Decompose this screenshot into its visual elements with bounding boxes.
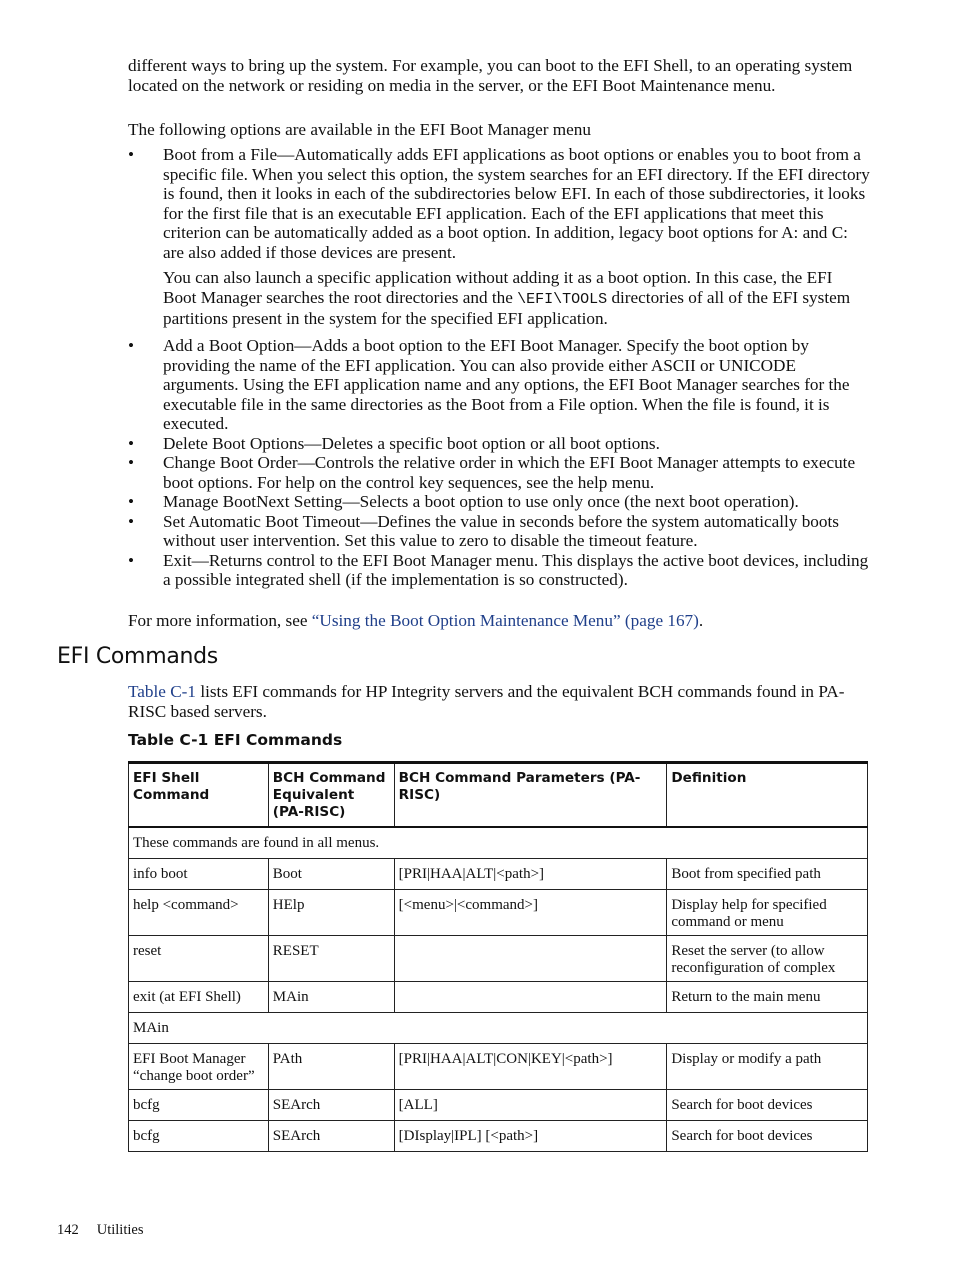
- table-cell: RESET: [268, 936, 394, 982]
- table-cell: bcfg: [129, 1121, 269, 1152]
- table-row: [129, 1121, 868, 1152]
- bullet-glyph: •: [128, 492, 135, 511]
- efi-commands-table: [128, 761, 868, 1152]
- list-item: [128, 492, 870, 512]
- more-info-paragraph: For more information, see “Using the Boot Option Maintenance Menu” (page 167).: [128, 611, 704, 630]
- table-cell: Boot: [268, 859, 394, 890]
- boot-options-list: [128, 145, 870, 329]
- table-row: [129, 1044, 868, 1090]
- table-row: [129, 890, 868, 936]
- table-group-row: [129, 827, 868, 859]
- list-item: [128, 512, 870, 551]
- bullet-glyph: •: [128, 453, 135, 472]
- list-item: [128, 453, 870, 492]
- table-group-row: [129, 1013, 868, 1044]
- table-cell: [394, 982, 667, 1013]
- boot-options-list-continued: [128, 336, 870, 590]
- table-cell: Search for boot devices: [667, 1121, 868, 1152]
- boot-option-maintenance-link[interactable]: “Using the Boot Option Maintenance Menu” (page 167): [311, 611, 699, 630]
- list-item-text: Add a Boot Option—Adds a boot option to the EFI Boot Manager. Specify the boot option by providing the name of the EFI application. You can also provide either ASCII or UNICODE arguments. Using the EFI application name and any options, the EFI Boot Manager searches for the executable file in the same directories as the Boot from a File option. When the file is found, it is executed.: [163, 336, 850, 433]
- table-row: [129, 936, 868, 982]
- table-cell: Reset the server (to allow reconfiguration of complex: [667, 936, 868, 982]
- table-cell: [394, 936, 667, 982]
- page-footer: [57, 1222, 143, 1239]
- table-cell: PAth: [268, 1044, 394, 1090]
- bullet-glyph: •: [128, 145, 135, 164]
- column-header: EFI Shell Command: [129, 763, 269, 828]
- table-row: [129, 1090, 868, 1121]
- page-number: 142: [57, 1222, 79, 1238]
- table-cell: Return to the main menu: [667, 982, 868, 1013]
- table-row: [129, 982, 868, 1013]
- list-item-text: Set Automatic Boot Timeout—Defines the value in seconds before the system automatically boots without user intervention. Set this value to zero to disable the timeout feature.: [163, 511, 839, 550]
- section-paragraph: Table C-1 lists EFI commands for HP Integrity servers and the equivalent BCH commands found in PA-RISC based servers.: [128, 682, 845, 721]
- column-header: Definition: [667, 763, 868, 828]
- table-cell: HElp: [268, 890, 394, 936]
- list-item-subparagraph: You can also launch a specific application without adding it as a boot option. In this case, the EFI Boot Manager searches the root directories and the \EFI\TOOLS directories of all of the EFI system partitions present in the system for the specified EFI application.: [163, 268, 851, 328]
- footer-section: Utilities: [96, 1222, 144, 1238]
- table-cell: Display or modify a path: [667, 1044, 868, 1090]
- list-item-text: Boot from a File—Automatically adds EFI applications as boot options or enables you to boot from a specific file. When you select this option, the system searches for an EFI directory. If the EFI directory is found, then it looks in each of the subdirectories below EFI. In each of those subdirectories, it looks for the first file that is an executable EFI application. Each of the EFI applications that meet this criterion can be automatically added as a boot option. In addition, legacy boot options for A: and C: are also added if those devices are present.: [163, 145, 870, 262]
- bullet-glyph: •: [128, 433, 135, 453]
- table-caption: Table C-1 EFI Commands: [128, 731, 343, 749]
- list-item: [128, 551, 870, 590]
- table-cell: reset: [129, 936, 269, 982]
- table-cell: SEArch: [268, 1090, 394, 1121]
- table-cell: Display help for specified command or menu: [667, 890, 868, 936]
- table-cell: Search for boot devices: [667, 1090, 868, 1121]
- table-header-row: [129, 763, 868, 828]
- column-header: BCH Command Parameters (PA-RISC): [394, 763, 667, 828]
- code-path: \EFI\TOOLS: [517, 290, 608, 308]
- table-cell: These commands are found in all menus.: [129, 827, 868, 859]
- table-cell: [DIsplay|IPL] [<path>]: [394, 1121, 667, 1152]
- intro-paragraph: different ways to bring up the system. For example, you can boot to the EFI Shell, to an operating system located on the network or residing on media in the server, or the EFI Boot Maintenance menu.: [128, 56, 853, 95]
- table-cell: [ALL]: [394, 1090, 667, 1121]
- table-cell: EFI Boot Manager “change boot order”: [129, 1044, 269, 1090]
- table-cell: Boot from specified path: [667, 859, 868, 890]
- table-cell: [PRI|HAA|ALT|<path>]: [394, 859, 667, 890]
- table-reference-link[interactable]: Table C-1: [128, 682, 197, 701]
- table-row: [129, 859, 868, 890]
- column-header: BCH Command Equivalent (PA-RISC): [268, 763, 394, 828]
- table-cell: MAin: [129, 1013, 868, 1044]
- options-intro-paragraph: The following options are available in the EFI Boot Manager menu: [128, 120, 591, 139]
- table-cell: help <command>: [129, 890, 269, 936]
- table-cell: bcfg: [129, 1090, 269, 1121]
- table-cell: info boot: [129, 859, 269, 890]
- list-item: [128, 336, 870, 434]
- list-item-text: Change Boot Order—Controls the relative order in which the EFI Boot Manager attempts to execute boot options. For help on the control key sequences, see the help menu.: [163, 453, 856, 492]
- list-item: [128, 145, 870, 329]
- list-item-text: Delete Boot Options—Deletes a specific boot option or all boot options.: [163, 433, 660, 453]
- table-cell: SEArch: [268, 1121, 394, 1152]
- bullet-glyph: •: [128, 511, 135, 531]
- list-item-text: Exit—Returns control to the EFI Boot Manager menu. This displays the active boot devices, including a possible integrated shell (if the implementation is so constructed).: [163, 550, 869, 589]
- table-cell: MAin: [268, 982, 394, 1013]
- table-cell: [PRI|HAA|ALT|CON|KEY|<path>]: [394, 1044, 667, 1090]
- bullet-glyph: •: [128, 336, 135, 355]
- section-heading: EFI Commands: [57, 644, 218, 669]
- list-item-text: Manage BootNext Setting—Selects a boot option to use only once (the next boot operation).: [163, 492, 799, 511]
- list-item: [128, 434, 870, 454]
- bullet-glyph: •: [128, 550, 135, 570]
- table-cell: [<menu>|<command>]: [394, 890, 667, 936]
- table-cell: exit (at EFI Shell): [129, 982, 269, 1013]
